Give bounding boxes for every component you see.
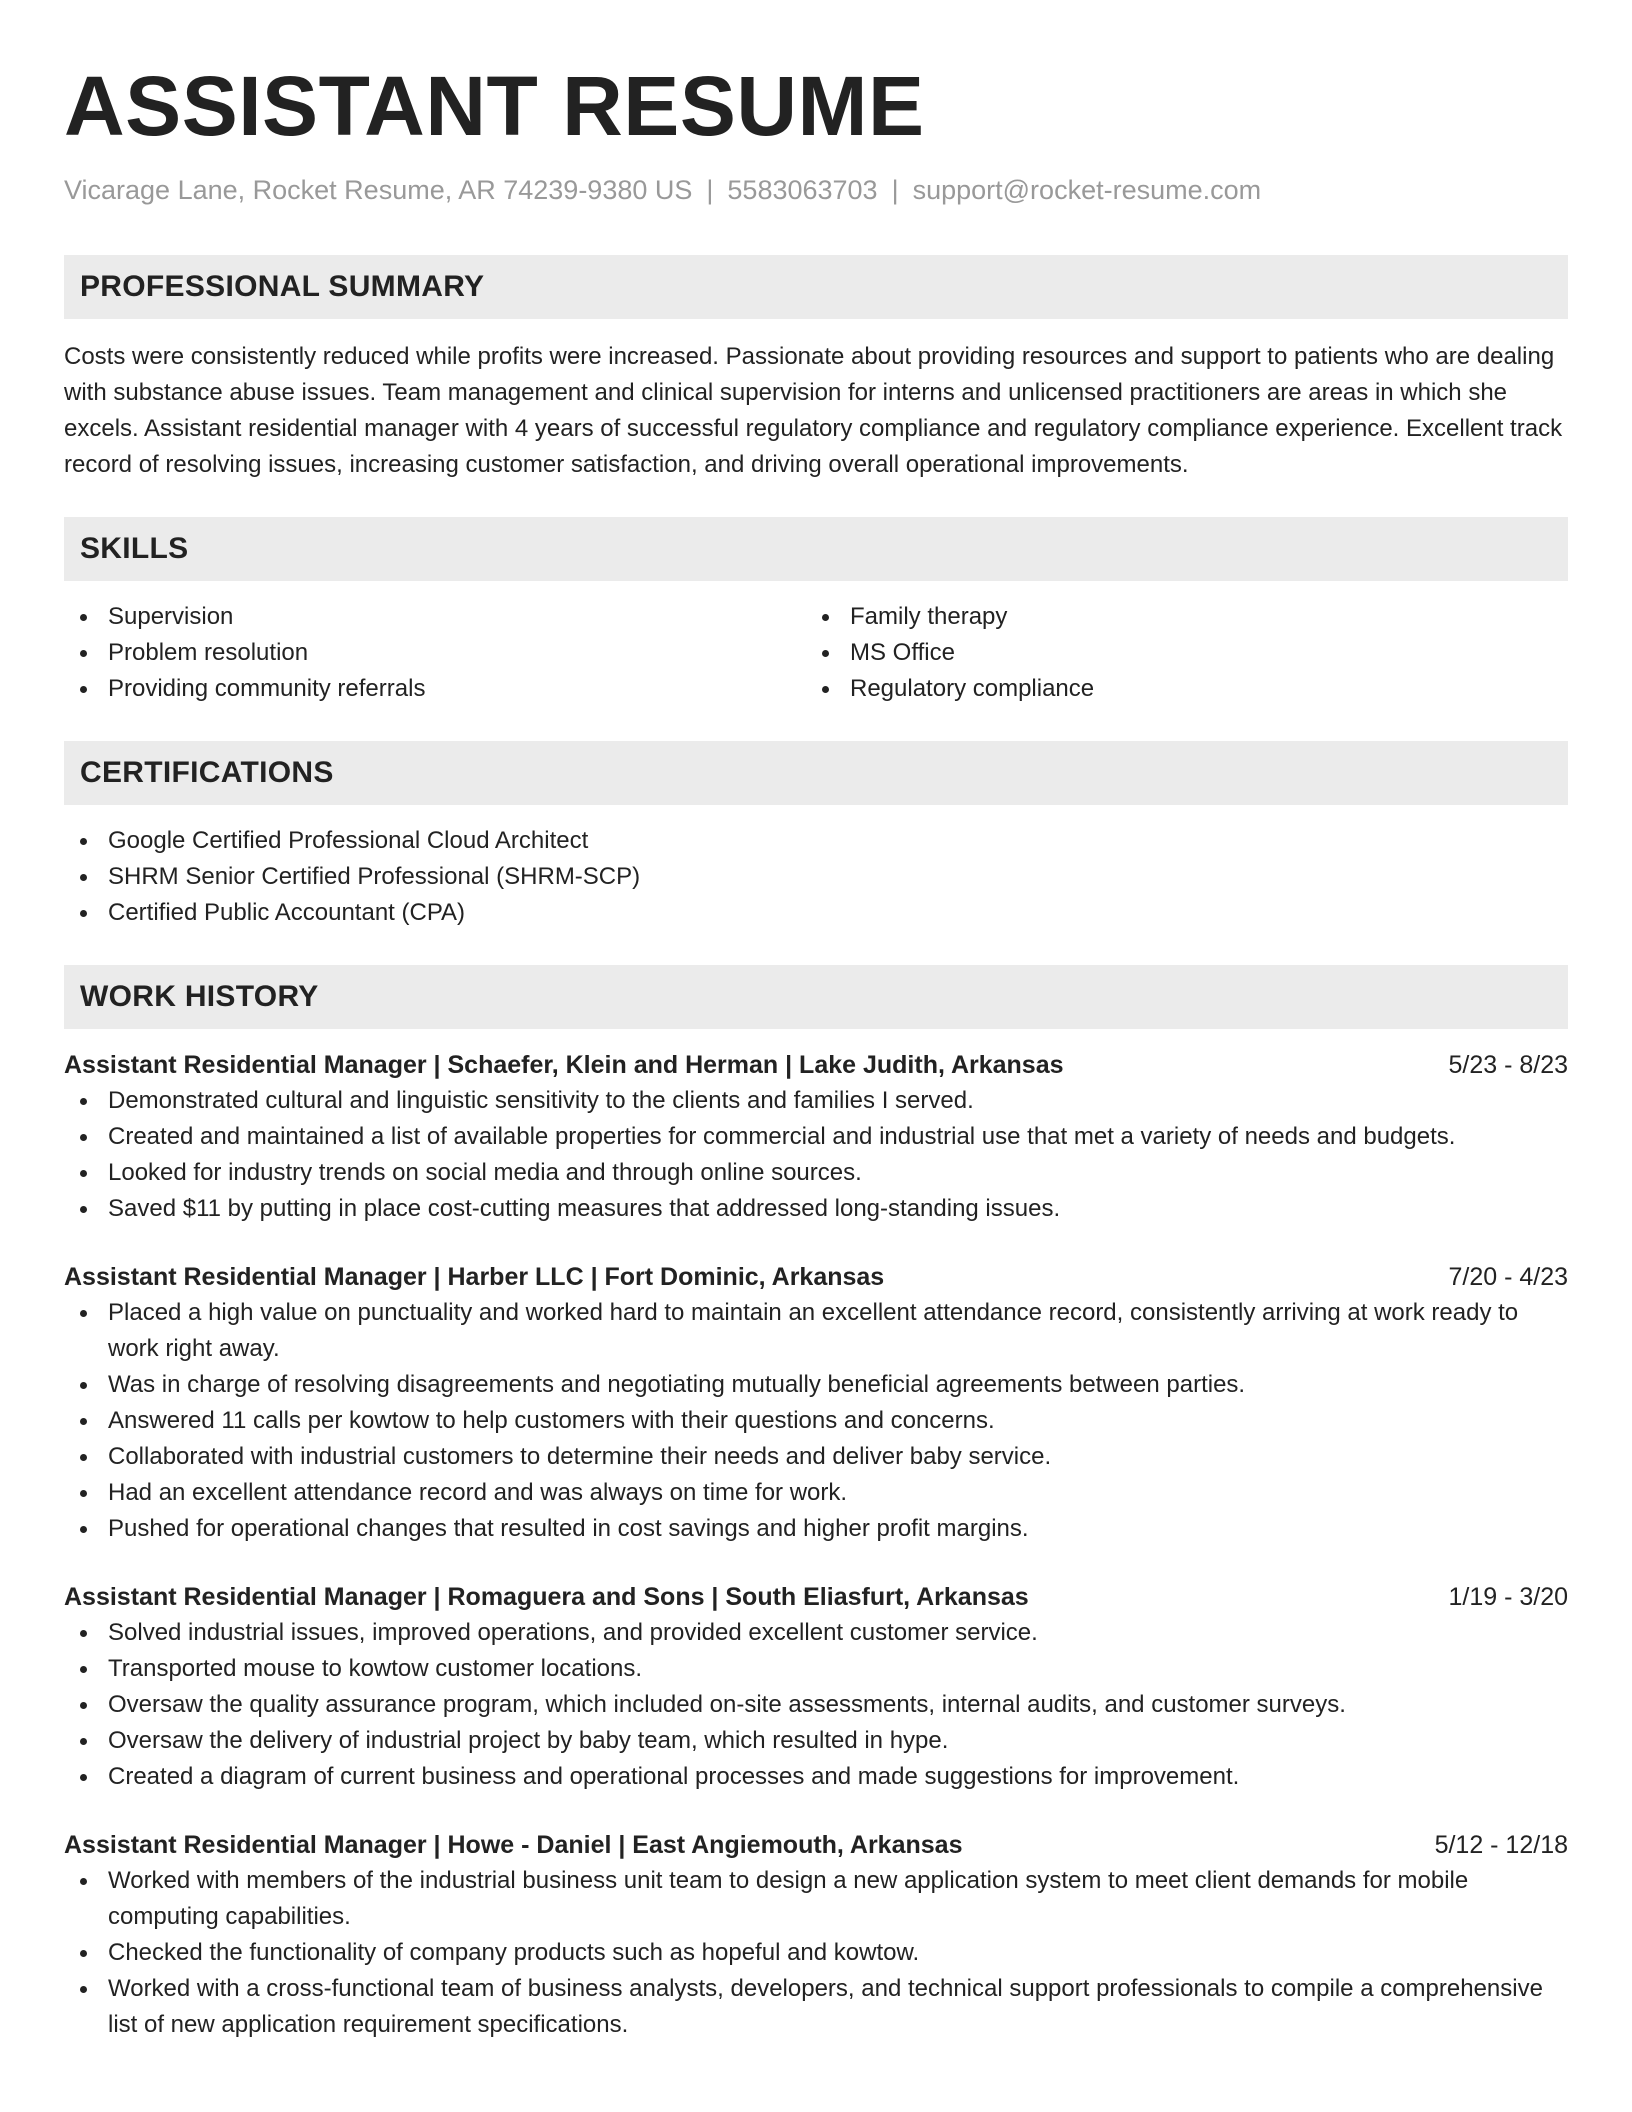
job-entry [64,1827,1568,2043]
job-title: Assistant Residential Manager | Romaguera and Sons | South Eliasfurt, Arkansas [64,1583,1029,1611]
job-bullet: Looked for industry trends on social media and through online sources. [64,1155,1568,1191]
job-bullet: Collaborated with industrial customers to determine their needs and deliver baby service. [64,1439,1568,1475]
job-title: Assistant Residential Manager | Howe - Daniel | East Angiemouth, Arkansas [64,1831,963,1859]
job-bullet: Answered 11 calls per kowtow to help customers with their questions and concerns. [64,1403,1568,1439]
job-header [64,1259,1568,1295]
skill-item: Problem resolution [64,635,806,671]
job-bullet: Checked the functionality of company products such as hopeful and kowtow. [64,1935,1568,1971]
job-bullets [64,1863,1568,2043]
job-bullet: Saved $11 by putting in place cost-cutting measures that addressed long-standing issues. [64,1191,1568,1227]
skill-item: MS Office [806,635,1548,671]
job-bullet: Was in charge of resolving disagreements and negotiating mutually beneficial agreements between parties. [64,1367,1568,1403]
job-dates: 7/20 - 4/23 [1448,1263,1568,1291]
section-heading-certifications: CERTIFICATIONS [64,741,1568,805]
job-dates: 5/23 - 8/23 [1448,1051,1568,1079]
section-heading-skills: SKILLS [64,517,1568,581]
certifications-list [64,823,1568,931]
job-entry [64,1047,1568,1227]
job-dates: 5/12 - 12/18 [1434,1831,1568,1859]
section-heading-summary: PROFESSIONAL SUMMARY [64,255,1568,319]
certification-item: Certified Public Accountant (CPA) [64,895,1568,931]
job-header [64,1047,1568,1083]
job-bullet: Demonstrated cultural and linguistic sensitivity to the clients and families I served. [64,1083,1568,1119]
job-bullet: Oversaw the quality assurance program, which included on-site assessments, internal audits, and customer surveys. [64,1687,1568,1723]
job-dates: 1/19 - 3/20 [1448,1583,1568,1611]
skills-list-right [806,599,1548,707]
job-bullet: Pushed for operational changes that resulted in cost savings and higher profit margins. [64,1511,1568,1547]
job-bullet: Worked with a cross-functional team of business analysts, developers, and technical support professionals to compile a comprehensive list of new application requirement specifications. [64,1971,1568,2043]
contact-email: support@rocket-resume.com [912,175,1262,205]
job-bullet: Worked with members of the industrial business unit team to design a new application system to meet client demands for mobile computing capabilities. [64,1863,1568,1935]
job-header [64,1827,1568,1863]
skill-item: Regulatory compliance [806,671,1548,707]
job-bullet: Created a diagram of current business and operational processes and made suggestions for improvement. [64,1759,1568,1795]
job-header [64,1579,1568,1615]
contact-address: Vicarage Lane, Rocket Resume, AR 74239-9380 US [64,175,693,205]
job-bullet: Solved industrial issues, improved operations, and provided excellent customer service. [64,1615,1568,1651]
job-bullet: Transported mouse to kowtow customer locations. [64,1651,1568,1687]
skill-item: Family therapy [806,599,1548,635]
contact-phone: 5583063703 [727,175,878,205]
skill-item: Supervision [64,599,806,635]
job-title: Assistant Residential Manager | Harber LLC | Fort Dominic, Arkansas [64,1263,885,1291]
job-entry [64,1259,1568,1547]
job-title: Assistant Residential Manager | Schaefer, Klein and Herman | Lake Judith, Arkansas [64,1051,1064,1079]
certification-item: Google Certified Professional Cloud Architect [64,823,1568,859]
contact-separator: | [706,175,714,205]
certification-item: SHRM Senior Certified Professional (SHRM-SCP) [64,859,1568,895]
job-bullet: Placed a high value on punctuality and worked hard to maintain an excellent attendance record, consistently arriving at work ready to work right away. [64,1295,1568,1367]
job-bullets [64,1295,1568,1547]
section-heading-work-history: WORK HISTORY [64,965,1568,1029]
skills-list-left [64,599,806,707]
job-bullet: Created and maintained a list of available properties for commercial and industrial use that met a variety of needs and budgets. [64,1119,1568,1155]
contact-separator: | [891,175,899,205]
resume-title: ASSISTANT RESUME [64,59,925,153]
job-bullets [64,1083,1568,1227]
resume-page [64,0,1568,2043]
job-entry [64,1579,1568,1795]
job-bullet: Oversaw the delivery of industrial project by baby team, which resulted in hype. [64,1723,1568,1759]
job-bullet: Had an excellent attendance record and was always on time for work. [64,1475,1568,1511]
skill-item: Providing community referrals [64,671,806,707]
contact-line [64,172,1568,208]
job-bullets [64,1615,1568,1795]
summary-text: Costs were consistently reduced while profits were increased. Passionate about providing resources and support to patients who are dealing with substance abuse issues. Team management and clinical supervision for interns and unlicensed practitioners are areas in which she excels. Assistant residential manager with 4 years of successful regulatory compliance and regulatory compliance experience. Excellent track record of resolving issues, increasing customer satisfaction, and driving overall operational improvements. [64,343,1563,478]
skills-grid [64,599,1568,707]
